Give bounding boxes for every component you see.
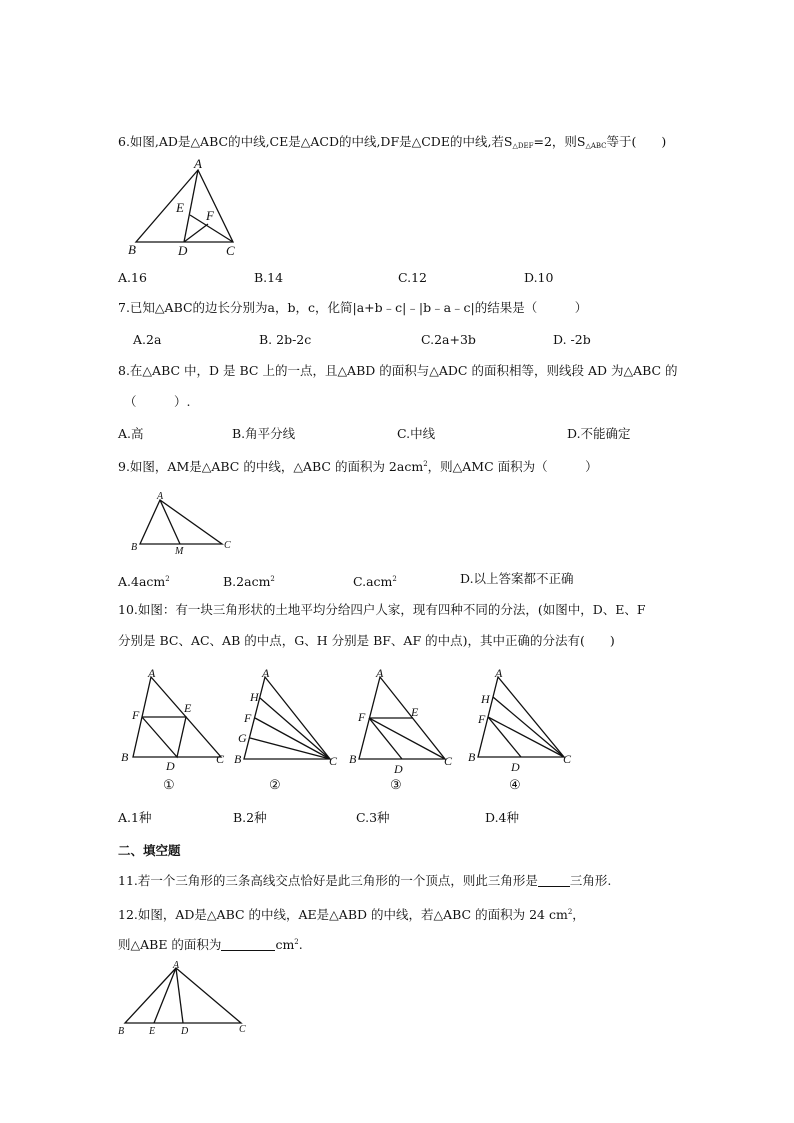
q10-f1-label-f: F bbox=[132, 708, 140, 722]
q10-f3-label-d: D bbox=[394, 762, 403, 776]
q10-f3-line-fc bbox=[369, 718, 445, 759]
q12-label-d: D bbox=[181, 1026, 189, 1037]
q10-f4-caption: ④ bbox=[509, 777, 521, 792]
q9-option-c-sup: 2 bbox=[392, 575, 397, 583]
q10-f1-caption: ① bbox=[163, 777, 175, 792]
q10-f1-label-d: D bbox=[166, 759, 175, 773]
q10-f4-label-c: C bbox=[563, 752, 572, 766]
q12-stem-unit: cm bbox=[275, 937, 295, 952]
q12-stem-part2: 则△ABE 的面积为 bbox=[118, 937, 222, 952]
q9-option-c-text: C.acm bbox=[353, 574, 393, 589]
q10-f4-line-fd bbox=[488, 717, 521, 757]
q6-figure bbox=[118, 158, 258, 258]
q6-label-f: F bbox=[206, 208, 214, 223]
q9-option-c bbox=[353, 571, 397, 590]
q6-label-c: C bbox=[226, 243, 235, 258]
q9-option-a bbox=[118, 571, 170, 590]
q7-option-c: C.2a+3b bbox=[421, 332, 476, 347]
q8-stem-line1: 8.在△ABC 中，D 是 BC 上的一点，且△ABD 的面积与△ADC 的面积相等，则线段 AD 为△ABC 的 bbox=[118, 363, 678, 378]
q7-option-b: B. 2b-2c bbox=[259, 332, 312, 347]
q6-stem bbox=[118, 134, 666, 154]
q12-stem-line1 bbox=[118, 904, 585, 923]
q9-label-b: B bbox=[131, 542, 138, 553]
q10-stem-line1: 10.如图：有一块三角形状的土地平均分给四户人家，现有四种不同的分法，(如图中，D、E、F bbox=[118, 602, 646, 617]
q10-f4-line-fc bbox=[488, 717, 564, 757]
q6-stem-part2: =2，则S bbox=[533, 134, 586, 149]
q9-option-b-sup: 2 bbox=[270, 575, 275, 583]
q10-f4-triangle bbox=[478, 677, 564, 757]
q12-stem-sup1: 2 bbox=[567, 908, 573, 916]
q10-f3-label-b: B bbox=[349, 752, 357, 766]
q6-sub-abc: △ABC bbox=[585, 142, 607, 150]
q10-f3-label-a: A bbox=[376, 666, 384, 680]
q6-stem-part3: 等于( ) bbox=[606, 134, 667, 149]
q10-f3-line-fd bbox=[369, 718, 402, 759]
q9-stem-sup: 2 bbox=[423, 460, 428, 468]
q7-option-d: D. -2b bbox=[553, 332, 591, 347]
q12-answer-blank[interactable] bbox=[221, 938, 275, 951]
q6-option-c: C.12 bbox=[398, 270, 427, 285]
q8-option-a: A.高 bbox=[118, 426, 144, 441]
q10-f3-label-e: E bbox=[411, 705, 419, 719]
q12-stem-line2 bbox=[118, 934, 303, 953]
q8-option-b: B.角平分线 bbox=[232, 426, 296, 441]
q12-stem-part1: 12.如图，AD是△ABC 的中线，AE是△ABD 的中线，若△ABC 的面积为 24 cm bbox=[118, 907, 568, 922]
q9-label-m: M bbox=[175, 546, 184, 557]
q9-stem-part2: ，则△AMC 面积为（ ） bbox=[427, 459, 598, 474]
q10-f1-label-e: E bbox=[184, 701, 192, 715]
q6-triangle-abc bbox=[136, 170, 233, 242]
q7-stem: 7.已知△ABC的边长分别为a，b，c，化简|a+b﹣c|﹣|b﹣a﹣c|的结果是（ ） bbox=[118, 300, 588, 315]
q12-stem-sup2: 2 bbox=[294, 938, 299, 946]
q10-f1-label-b: B bbox=[121, 750, 129, 764]
q10-figure-3 bbox=[347, 665, 462, 795]
q10-f2-label-h: H bbox=[250, 690, 259, 704]
q7-option-a: A.2a bbox=[133, 332, 162, 347]
q10-stem-line2: 分别是 BC、AC、AB 的中点，G、H 分别是 BF、AF 的中点)，其中正确的分法有( ) bbox=[118, 633, 615, 648]
q6-label-b: B bbox=[128, 242, 136, 257]
q11-stem-part2: 三角形. bbox=[569, 873, 612, 888]
q11-stem-part1: 11.若一个三角形的三条高线交点恰好是此三角形的一个顶点，则此三角形是 bbox=[118, 873, 538, 888]
q6-stem-part1: 6.如图,AD是△ABC的中线,CE是△ACD的中线,DF是△CDE的中线,若S bbox=[118, 134, 513, 149]
q10-figure-4 bbox=[465, 665, 580, 795]
q6-option-a: A.16 bbox=[118, 270, 147, 285]
q6-label-d: D bbox=[178, 243, 188, 258]
q10-f4-label-a: A bbox=[495, 666, 503, 680]
q9-option-d: D.以上答案都不正确 bbox=[460, 571, 574, 586]
q10-f1-midlines bbox=[142, 717, 186, 757]
q10-f2-label-g: G bbox=[238, 731, 247, 745]
q10-f3-label-c: C bbox=[444, 754, 453, 768]
q10-f4-label-d: D bbox=[511, 760, 520, 774]
q12-stem-end2: . bbox=[298, 937, 303, 952]
q8-stem-line2: （ ）. bbox=[124, 394, 191, 409]
q12-figure bbox=[118, 960, 258, 1040]
q10-f3-label-f: F bbox=[358, 710, 366, 724]
q9-option-b bbox=[223, 571, 275, 590]
q10-option-c: C.3种 bbox=[356, 810, 390, 825]
q9-option-a-text: A.4acm bbox=[118, 574, 166, 589]
q11-stem bbox=[118, 873, 611, 889]
q6-sub-def: △DEF bbox=[512, 142, 534, 150]
q12-median-ad bbox=[176, 968, 183, 1023]
q11-answer-blank[interactable] bbox=[538, 874, 570, 887]
q10-figure-1 bbox=[118, 665, 233, 795]
q10-f2-label-c: C bbox=[329, 754, 338, 768]
q10-f1-label-a: A bbox=[148, 666, 156, 680]
q8-option-d: D.不能确定 bbox=[567, 426, 631, 441]
q10-f1-label-c: C bbox=[216, 752, 225, 766]
q10-f3-caption: ③ bbox=[390, 777, 402, 792]
q9-triangle-abc bbox=[140, 500, 222, 544]
q10-f4-line-hc bbox=[493, 697, 564, 757]
q6-option-d: D.10 bbox=[524, 270, 554, 285]
q6-label-e: E bbox=[176, 200, 184, 215]
q9-label-c: C bbox=[224, 540, 231, 551]
q12-label-a: A bbox=[173, 960, 180, 971]
q10-option-d: D.4种 bbox=[485, 810, 520, 825]
q9-figure bbox=[128, 490, 238, 558]
q6-median-ad bbox=[184, 170, 198, 242]
q10-f2-label-f: F bbox=[244, 711, 252, 725]
q6-option-b: B.14 bbox=[254, 270, 284, 285]
q12-label-b: B bbox=[118, 1026, 125, 1037]
q10-f4-label-h: H bbox=[481, 692, 490, 706]
q8-option-c: C.中线 bbox=[397, 426, 436, 441]
q12-label-e: E bbox=[149, 1026, 156, 1037]
q10-figure-2 bbox=[232, 665, 347, 795]
q12-median-ae bbox=[154, 968, 176, 1023]
q9-stem bbox=[118, 456, 598, 475]
q10-f2-line-fc bbox=[255, 718, 330, 759]
q12-triangle-abc bbox=[125, 968, 241, 1023]
section-2-title: 二、填空题 bbox=[118, 843, 181, 858]
q9-stem-part1: 9.如图，AM是△ABC 的中线，△ABC 的面积为 2acm bbox=[118, 459, 424, 474]
q9-option-b-text: B.2acm bbox=[223, 574, 271, 589]
q6-label-a: A bbox=[194, 156, 202, 171]
q10-f2-label-b: B bbox=[234, 752, 242, 766]
q12-stem-end1: ， bbox=[572, 907, 585, 922]
q9-label-a: A bbox=[157, 491, 164, 502]
q10-f2-label-a: A bbox=[262, 666, 270, 680]
q10-f4-label-b: B bbox=[468, 750, 476, 764]
q10-option-b: B.2种 bbox=[233, 810, 267, 825]
q10-option-a: A.1种 bbox=[118, 810, 152, 825]
q9-option-a-sup: 2 bbox=[165, 575, 170, 583]
q10-f4-label-f: F bbox=[478, 712, 486, 726]
q10-f2-caption: ② bbox=[269, 777, 281, 792]
q12-label-c: C bbox=[239, 1024, 246, 1035]
